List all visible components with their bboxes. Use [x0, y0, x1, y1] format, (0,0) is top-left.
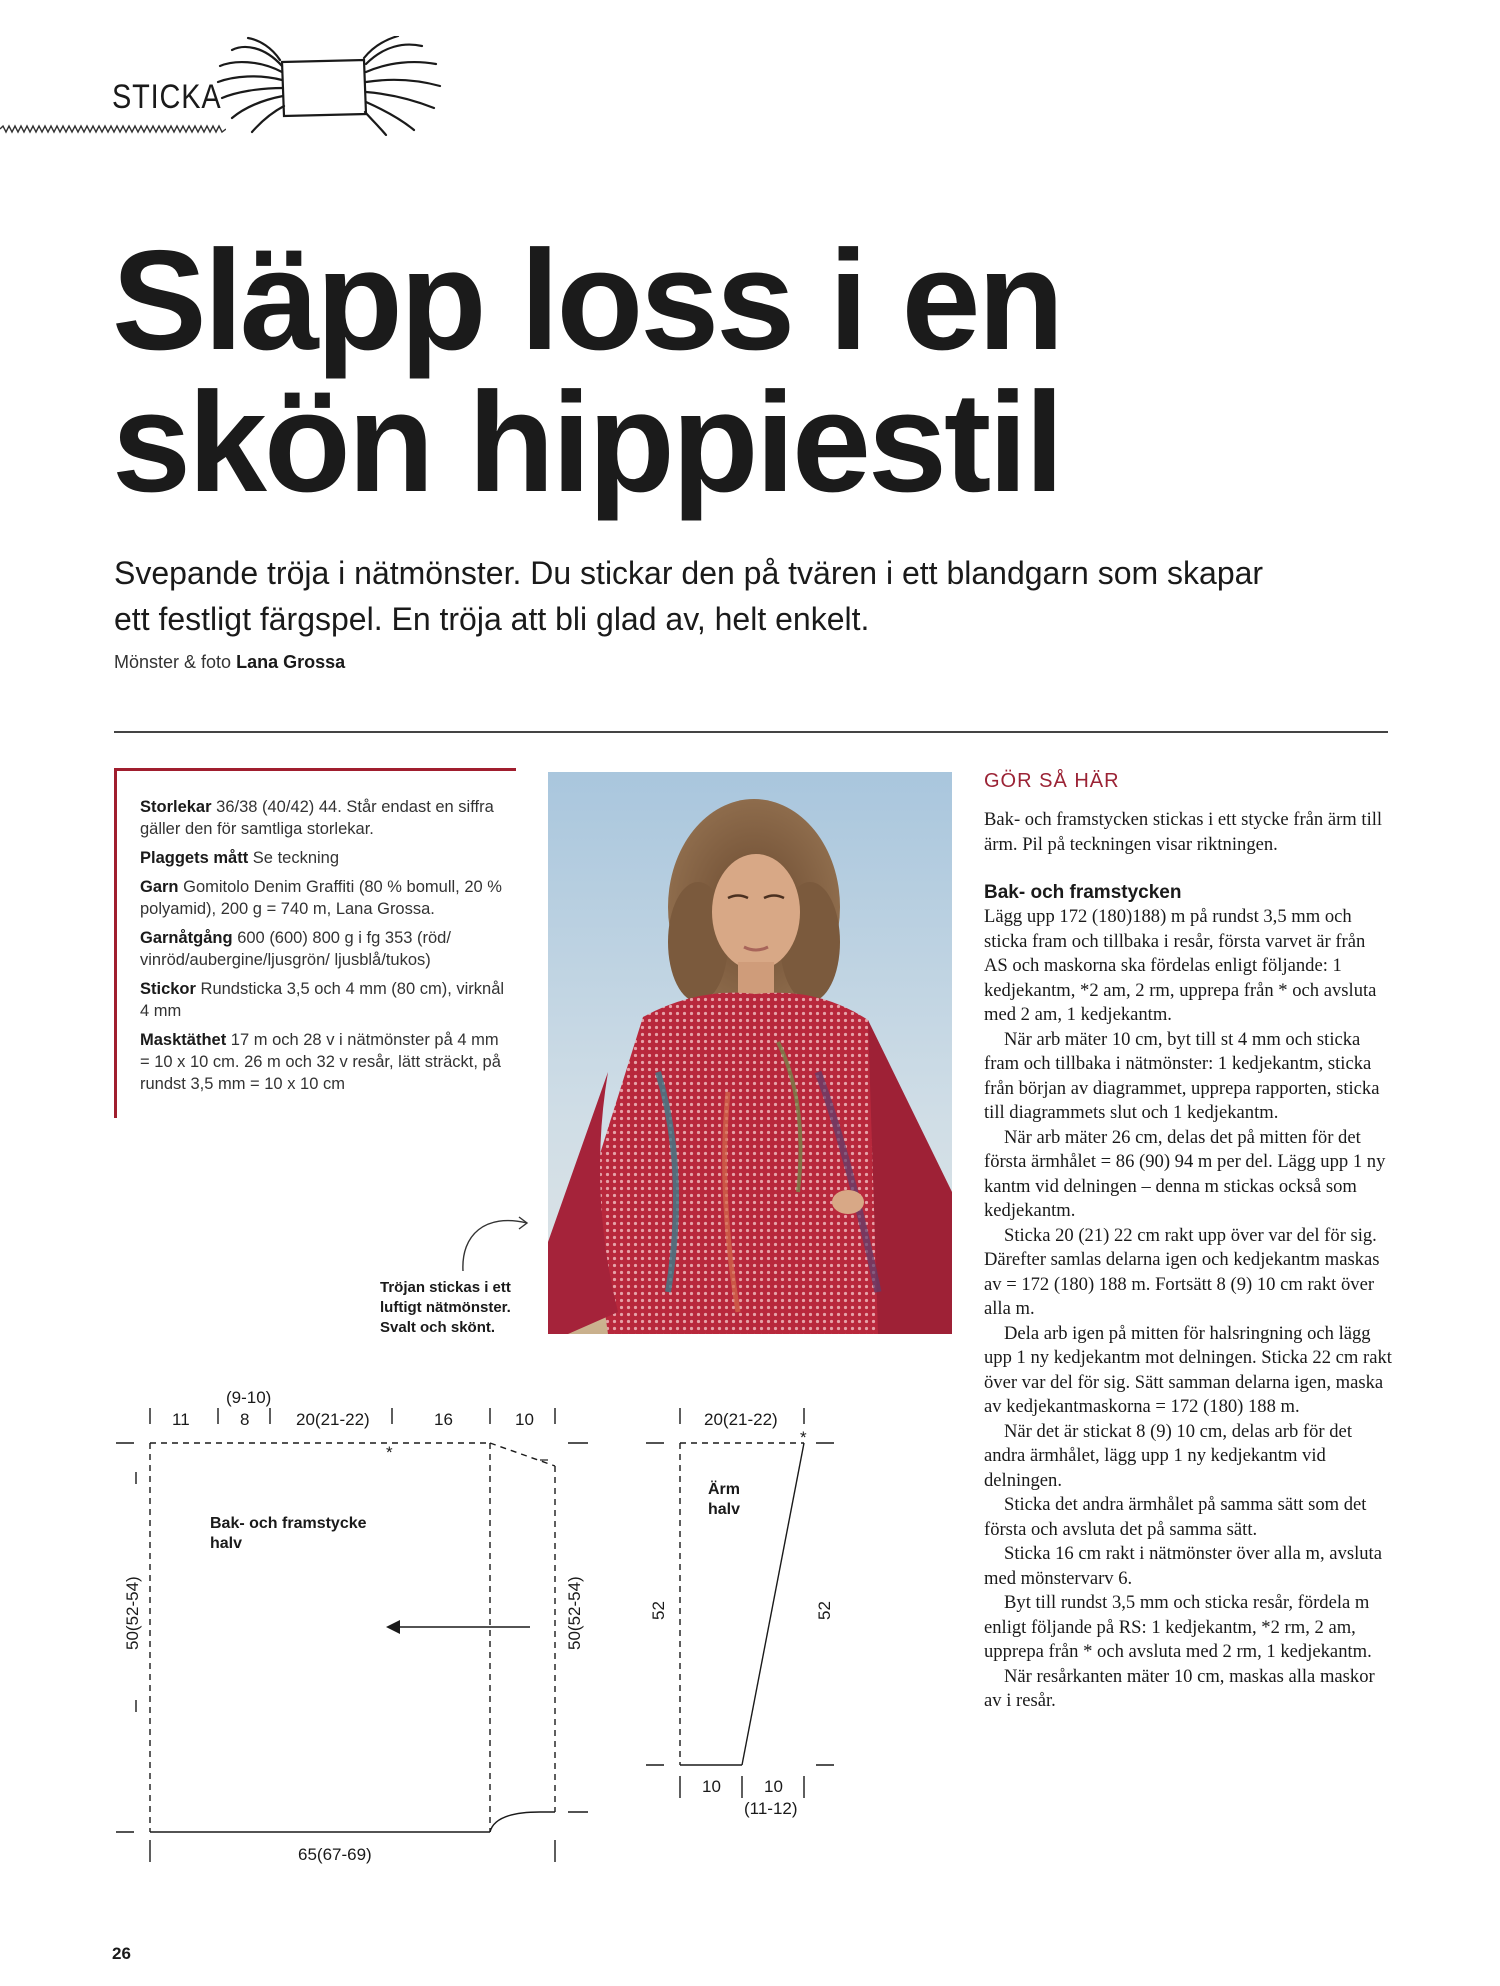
sleeve-label-line-1: Ärm — [708, 1481, 741, 1498]
photo-callout: Tröjan stickas i ett luftigt nätmönster. Svalt och skönt. — [380, 1279, 511, 1336]
sleeve-dim-bottom-1: 10 — [702, 1777, 721, 1796]
spec-text: 600 (600) 800 g i fg 353 (röd/ vinröd/aubergine/ljusgrön/ ljusblå/tukos) — [140, 929, 451, 969]
howto-paragraph: Sticka 16 cm rakt i nätmönster över alla m, avsluta med mönstervarv 6. — [984, 1543, 1382, 1589]
body-dim-11: 11 — [172, 1410, 190, 1429]
spec-label: Plaggets mått — [140, 849, 249, 867]
credit-label: Mönster & foto — [114, 652, 232, 672]
body-dim-top-group: (9-10) — [226, 1388, 272, 1407]
sleeve-dim-bottom-3: (11-12) — [744, 1799, 798, 1818]
spec-text: Rundsticka 3,5 och 4 mm (80 cm), virknål 4 mm — [140, 980, 505, 1020]
howto-paragraph: När resårkanten mäter 10 cm, maskas alla maskor av i resår. — [984, 1665, 1375, 1711]
body-dim-left: 50(52-54) — [123, 1576, 142, 1650]
credit-name: Lana Grossa — [236, 652, 346, 672]
howto-intro: Bak- och framstycken stickas i ett stycke från ärm till ärm. Pil på teckningen visar riktningen. — [984, 809, 1383, 855]
spec-label: Garn — [140, 878, 179, 896]
section-label: STICKA — [112, 78, 222, 116]
sleeve-label-line-2: halv — [708, 1501, 741, 1518]
spec-label: Garnåtgång — [140, 929, 233, 947]
title-line-2: skön hippiestil — [112, 363, 1062, 522]
howto-text — [984, 808, 1392, 1714]
howto-paragraph: När arb mäter 26 cm, delas det på mitten för det första ärmhålet = 86 (90) 94 m per del. Lägg upp 1 ny kantm vid delningen – denna m stickas också som kedjekantm. — [984, 1126, 1386, 1221]
sleeve-star: * — [800, 1428, 807, 1447]
howto-paragraph: Dela arb igen på mitten för halsringning och lägg upp 1 ny kedjekantm mot delningen. Sticka 22 cm rakt över var del för sig. Sätt samman delarna igen, maska av kedjekantmaskorna = 172 (180) 188 m. — [984, 1322, 1392, 1417]
spec-text: Gomitolo Denim Graffiti (80 % bomull, 20 % polyamid), 200 g = 740 m, Lana Grossa. — [140, 878, 502, 918]
body-star: * — [386, 1443, 393, 1462]
spec-text: 17 m och 28 v i nätmönster på 4 mm = 10 x 10 cm. 26 m och 32 v resår, lätt sträckt, på rundst 3,5 mm = 10 x 10 cm — [140, 1031, 501, 1093]
body-dim-right: 50(52-54) — [565, 1576, 584, 1650]
body-dim-20: 20(21-22) — [296, 1410, 370, 1429]
page-number: 26 — [112, 1944, 131, 1963]
howto-paragraph: Byt till rundst 3,5 mm och sticka resår, fördela m enligt följande på RS: 1 kedjekantm, *2 rm, 2 am, upprepa från * och avsluta med 2 rm, 1 kedjekantm. — [984, 1592, 1372, 1662]
title-line-1: Släpp loss i en — [112, 221, 1062, 380]
sleeve-dim-top: 20(21-22) — [704, 1410, 778, 1429]
sleeve-dim-left: 52 — [649, 1601, 668, 1620]
spec-label: Stickor — [140, 980, 196, 998]
sleeve-dim-bottom-2: 10 — [764, 1777, 783, 1796]
body-label-line-2: halv — [210, 1535, 243, 1552]
sleeve-dim-right: 52 — [815, 1601, 834, 1620]
body-dim-16: 16 — [434, 1410, 453, 1429]
howto-paragraph: Sticka det andra ärmhålet på samma sätt som det första och avsluta det på samma sätt. — [984, 1494, 1367, 1540]
body-label — [210, 1515, 371, 1552]
spec-text: Se teckning — [252, 849, 340, 867]
body-label-line-1: Bak- och framstycke — [210, 1515, 367, 1532]
howto-paragraph: Sticka 20 (21) 22 cm rakt upp över var del för sig. Därefter samlas delarna igen och kedjekantm maskas av = 172 (180) 188 m. Fortsätt 8 (9) 10 cm rakt över alla m. — [984, 1224, 1380, 1319]
body-dim-10: 10 — [515, 1410, 534, 1429]
howto-paragraph: Lägg upp 172 (180)188) m på rundst 3,5 mm och sticka fram och tillbaka i resår, första varvet är från AS och maskorna ska fördelas enligt följande: 1 kedjekantm, *2 am, 2 rm, upprepa från * och avsluta med 2 am, 1 kedjekantm. — [984, 906, 1377, 1025]
body-dim-8: 8 — [240, 1410, 250, 1429]
spec-label: Masktäthet — [140, 1031, 227, 1049]
howto-heading: GÖR SÅ HÄR — [984, 770, 1120, 792]
body-dim-bottom: 65(67-69) — [298, 1845, 372, 1864]
spec-text: 36/38 (40/42) 44. Står endast en siffra gäller den för samtliga storlekar. — [140, 798, 494, 838]
howto-paragraph: När det är stickat 8 (9) 10 cm, delas arb för det andra ärmhålet, lägg upp 1 ny kedjekantm vid delningen. — [984, 1420, 1352, 1491]
article-lead: Svepande tröja i nätmönster. Du stickar den på tvären i ett blandgarn som skapar ett festligt färgspel. En tröja att bli glad av, helt enkelt. — [114, 555, 1264, 637]
howto-subheading: Bak- och framstycken — [984, 882, 1182, 903]
howto-paragraph: När arb mäter 10 cm, byt till st 4 mm och sticka fram och tillbaka i nätmönster: 1 kedjekantm, sticka från början av diagrammet, upprepa rapporten, sticka till diagrammets slut och 1 kedjekantm. — [984, 1028, 1380, 1123]
spec-label: Storlekar — [140, 798, 212, 816]
